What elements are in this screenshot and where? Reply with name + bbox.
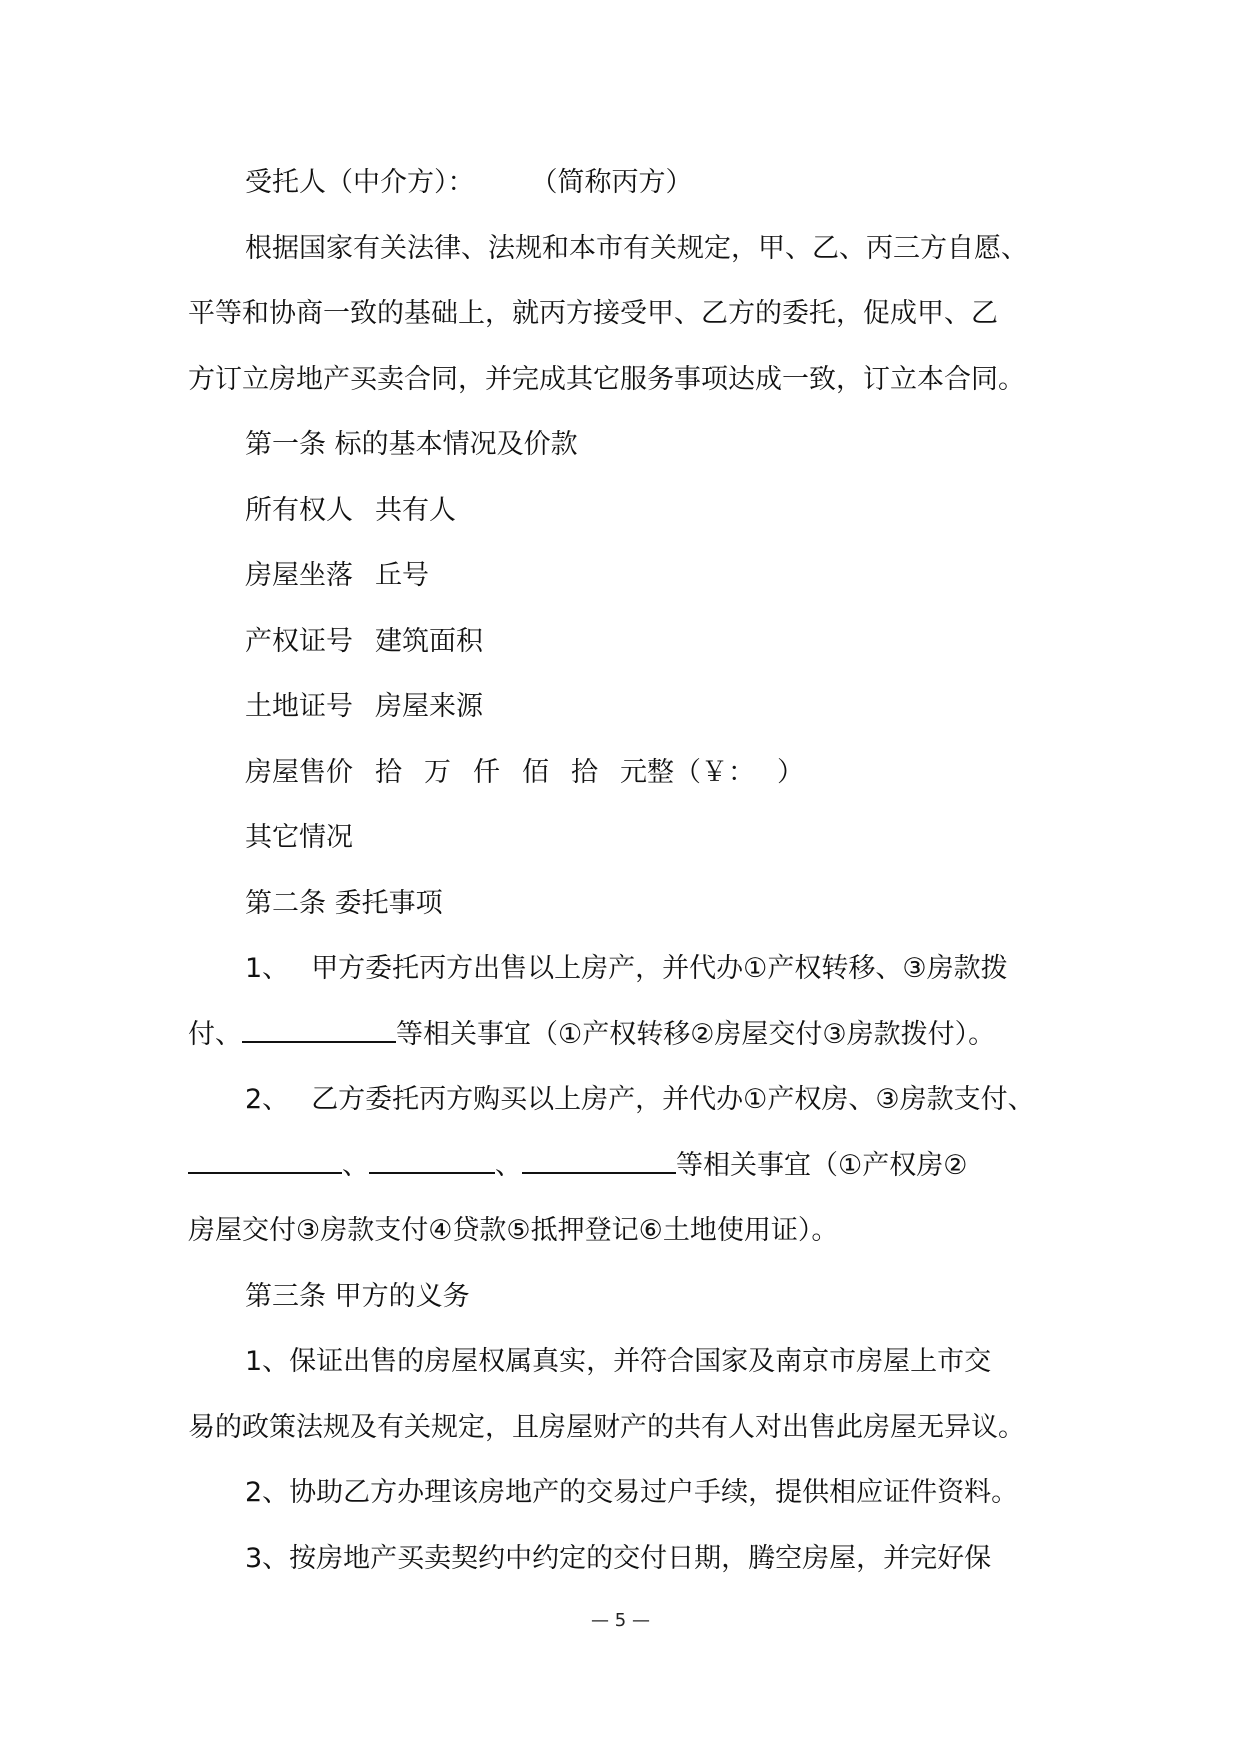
item-text: 甲方委托丙方出售以上房产，并代办①产权转移、③房款拨 [311,953,1008,984]
article-2-heading: 第二条 委托事项 [245,887,443,919]
obligation-1-line-2: 易的政策法规及有关规定，且房屋财产的共有人对出售此房屋无异议。 [188,1411,1025,1443]
trustee-line [188,150,1054,216]
house-source-label: 房屋来源 [375,691,483,722]
item-text: 、 [342,1149,369,1181]
obligation-1-line-1: 1、保证出售的房屋权属真实，并符合国家及南京市房屋上市交 [245,1346,992,1377]
item-text: 等相关事宜（①产权转移②房屋交付③房款拨付）。 [396,1018,996,1050]
certificate-label: 产权证号 [245,625,353,657]
item-1-line-2 [188,1002,1054,1068]
price-unit: 拾 [375,756,402,788]
preamble-line-1: 根据国家有关法律、法规和本市有关规定，甲、乙、丙三方自愿、 [245,232,1028,264]
price-unit: 元整（￥： [620,756,755,788]
trustee-label: 受托人（中介方）： [245,167,475,198]
preamble-line-3: 方订立房地产买卖合同，并完成其它服务事项达成一致，订立本合同。 [188,363,1025,395]
price-unit: 万 [424,756,451,788]
preamble-line-2: 平等和协商一致的基础上，就丙方接受甲、乙方的委托，促成甲、乙 [188,298,998,329]
land-cert-label: 土地证号 [245,691,353,722]
item-text: 等相关事宜（①产权房② [676,1149,968,1181]
item-2-line-3: 房屋交付③房款支付④贷款⑤抵押登记⑥土地使用证）。 [188,1215,839,1246]
floor-area-label: 建筑面积 [375,625,483,657]
article-1-heading: 第一条 标的基本情况及价款 [245,429,578,460]
item-2-line-2 [188,1133,1054,1199]
parcel-number-label: 丘号 [375,560,429,591]
field-owner [188,478,1054,544]
price-label: 房屋售价 [245,756,353,788]
item-number: 1、 [245,953,290,984]
fill-blank [188,1148,342,1174]
item-text: 付、 [188,1018,242,1050]
document-body [188,150,1054,1591]
item-number: 2、 [245,1084,290,1115]
field-land [188,674,1054,740]
obligation-2: 2、协助乙方办理该房地产的交易过户手续，提供相应证件资料。 [245,1477,1019,1508]
fill-blank [242,1017,396,1043]
owner-label: 所有权人 [245,494,353,526]
obligation-3: 3、按房地产买卖契约中约定的交付日期，腾空房屋，并完好保 [245,1542,992,1574]
item-text: 、 [495,1149,522,1181]
fill-blank [522,1148,676,1174]
price-unit: 佰 [522,756,549,788]
fill-blank [369,1148,495,1174]
price-unit: 拾 [571,756,598,788]
field-price [188,740,1054,806]
item-2-line-1 [188,1067,1054,1133]
other-info: 其它情况 [245,822,353,853]
item-1-line-1 [188,936,1054,1002]
item-text: 乙方委托丙方购买以上房产，并代办①产权房、③房款支付、 [311,1084,1035,1115]
trustee-abbrev: （简称丙方） [530,167,693,198]
field-location [188,543,1054,609]
article-3-heading: 第三条 甲方的义务 [245,1280,470,1312]
field-certificate [188,609,1054,675]
page-number: — 5 — [591,1610,650,1631]
location-label: 房屋坐落 [245,560,353,591]
price-close: ） [777,756,804,788]
price-unit: 仟 [473,756,500,788]
co-owner-label: 共有人 [375,494,456,526]
